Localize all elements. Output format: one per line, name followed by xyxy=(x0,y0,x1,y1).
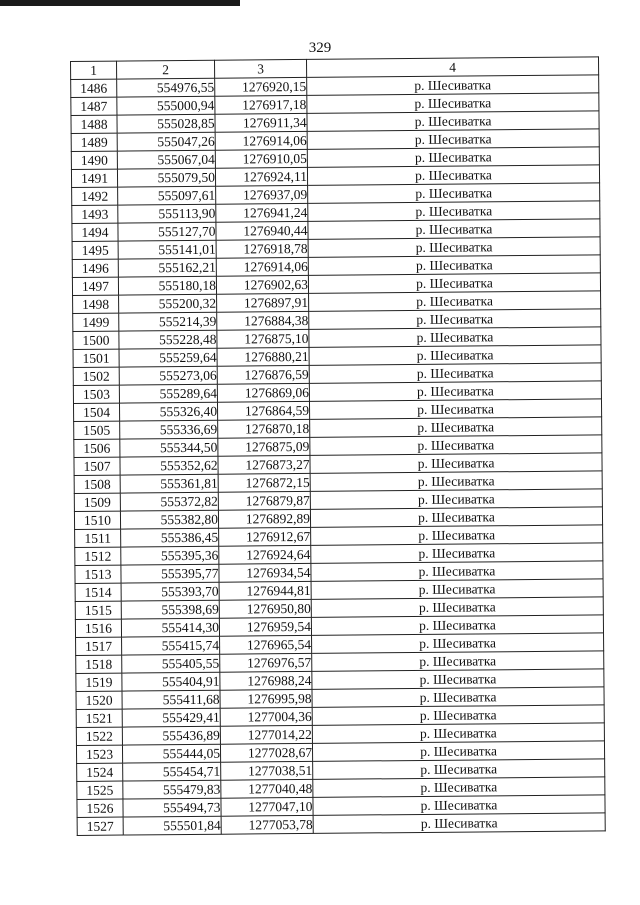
point-number-cell: 1513 xyxy=(75,565,121,583)
point-number-cell: 1507 xyxy=(74,457,120,475)
x-coordinate-cell: 555404,91 xyxy=(122,672,220,691)
object-name-cell: р. Шесиватка xyxy=(310,507,602,528)
object-name-cell: р. Шесиватка xyxy=(310,453,602,474)
point-number-cell: 1526 xyxy=(77,799,123,817)
x-coordinate-cell: 555289,64 xyxy=(119,384,217,403)
x-coordinate-cell: 555494,73 xyxy=(123,798,221,817)
object-name-cell: р. Шесиватка xyxy=(308,201,600,222)
point-number-cell: 1527 xyxy=(77,817,123,835)
x-coordinate-cell: 555415,74 xyxy=(122,636,220,655)
y-coordinate-cell: 1276897,91 xyxy=(217,293,309,312)
x-coordinate-cell: 555214,39 xyxy=(119,312,217,331)
object-name-cell: р. Шесиватка xyxy=(309,399,601,420)
point-number-cell: 1487 xyxy=(71,97,117,115)
y-coordinate-cell: 1277047,10 xyxy=(221,797,313,816)
point-number-cell: 1512 xyxy=(75,547,121,565)
x-coordinate-cell: 555405,55 xyxy=(122,654,220,673)
y-coordinate-cell: 1276873,27 xyxy=(218,455,310,474)
y-coordinate-cell: 1276870,18 xyxy=(218,419,310,438)
object-name-cell: р. Шесиватка xyxy=(310,471,602,492)
y-coordinate-cell: 1276869,06 xyxy=(217,383,309,402)
y-coordinate-cell: 1276911,34 xyxy=(215,113,307,132)
point-number-cell: 1504 xyxy=(73,403,119,421)
object-name-cell: р. Шесиватка xyxy=(312,651,604,672)
point-number-cell: 1505 xyxy=(74,421,120,439)
object-name-cell: р. Шесиватка xyxy=(307,111,599,132)
object-name-cell: р. Шесиватка xyxy=(312,633,604,654)
y-coordinate-cell: 1276876,59 xyxy=(217,365,309,384)
point-number-cell: 1497 xyxy=(72,277,118,295)
point-number-cell: 1506 xyxy=(74,439,120,457)
x-coordinate-cell: 555352,62 xyxy=(120,456,218,475)
column-header-2: 2 xyxy=(117,60,215,79)
object-name-cell: р. Шесиватка xyxy=(311,561,603,582)
point-number-cell: 1503 xyxy=(73,385,119,403)
object-name-cell: р. Шесиватка xyxy=(308,219,600,240)
x-coordinate-cell: 555411,68 xyxy=(122,690,220,709)
x-coordinate-cell: 555067,04 xyxy=(117,150,215,169)
x-coordinate-cell: 555180,18 xyxy=(118,276,216,295)
x-coordinate-cell: 555386,45 xyxy=(121,528,219,547)
x-coordinate-cell: 555336,69 xyxy=(120,420,218,439)
x-coordinate-cell: 555393,70 xyxy=(121,582,219,601)
object-name-cell: р. Шесиватка xyxy=(311,579,603,600)
table-row xyxy=(77,813,605,836)
point-number-cell: 1521 xyxy=(76,709,122,727)
y-coordinate-cell: 1276944,81 xyxy=(219,581,311,600)
object-name-cell: р. Шесиватка xyxy=(307,129,599,150)
x-coordinate-cell: 555028,85 xyxy=(117,114,215,133)
point-number-cell: 1511 xyxy=(75,529,121,547)
object-name-cell: р. Шесиватка xyxy=(309,291,601,312)
object-name-cell: р. Шесиватка xyxy=(308,237,600,258)
point-number-cell: 1495 xyxy=(72,241,118,259)
x-coordinate-cell: 555141,01 xyxy=(118,240,216,259)
x-coordinate-cell: 555395,77 xyxy=(121,564,219,583)
point-number-cell: 1486 xyxy=(71,79,117,97)
object-name-cell: р. Шесиватка xyxy=(312,669,604,690)
x-coordinate-cell: 555228,48 xyxy=(119,330,217,349)
point-number-cell: 1518 xyxy=(76,655,122,673)
object-name-cell: р. Шесиватка xyxy=(311,525,603,546)
object-name-cell: р. Шесиватка xyxy=(313,813,605,834)
x-coordinate-cell: 555372,82 xyxy=(120,492,218,511)
point-number-cell: 1501 xyxy=(73,349,119,367)
x-coordinate-cell: 555113,90 xyxy=(118,204,216,223)
x-coordinate-cell: 555501,84 xyxy=(123,816,221,835)
x-coordinate-cell: 555200,32 xyxy=(119,294,217,313)
x-coordinate-cell: 555361,81 xyxy=(120,474,218,493)
x-coordinate-cell: 555273,06 xyxy=(119,366,217,385)
table-body xyxy=(71,75,606,836)
point-number-cell: 1519 xyxy=(76,673,122,691)
x-coordinate-cell: 555079,50 xyxy=(117,168,215,187)
column-header-4: 4 xyxy=(306,57,598,78)
y-coordinate-cell: 1277028,67 xyxy=(220,743,312,762)
y-coordinate-cell: 1276875,09 xyxy=(218,437,310,456)
x-coordinate-cell: 555479,83 xyxy=(123,780,221,799)
y-coordinate-cell: 1276884,38 xyxy=(217,311,309,330)
y-coordinate-cell: 1276879,87 xyxy=(218,491,310,510)
y-coordinate-cell: 1276872,15 xyxy=(218,473,310,492)
y-coordinate-cell: 1276937,09 xyxy=(216,185,308,204)
object-name-cell: р. Шесиватка xyxy=(312,723,604,744)
point-number-cell: 1494 xyxy=(72,223,118,241)
y-coordinate-cell: 1277014,22 xyxy=(220,725,312,744)
y-coordinate-cell: 1276917,18 xyxy=(215,95,307,114)
y-coordinate-cell: 1276920,15 xyxy=(215,77,307,96)
x-coordinate-cell: 555000,94 xyxy=(117,96,215,115)
y-coordinate-cell: 1276988,24 xyxy=(220,671,312,690)
page-number: 329 xyxy=(308,40,332,56)
point-number-cell: 1493 xyxy=(72,205,118,223)
x-coordinate-cell: 555454,71 xyxy=(123,762,221,781)
object-name-cell: р. Шесиватка xyxy=(310,435,602,456)
x-coordinate-cell: 554976,55 xyxy=(117,78,215,97)
object-name-cell: р. Шесиватка xyxy=(307,93,599,114)
y-coordinate-cell: 1276924,64 xyxy=(219,545,311,564)
object-name-cell: р. Шесиватка xyxy=(309,381,601,402)
y-coordinate-cell: 1276976,57 xyxy=(220,653,312,672)
y-coordinate-cell: 1276950,80 xyxy=(219,599,311,618)
x-coordinate-cell: 555326,40 xyxy=(119,402,217,421)
x-coordinate-cell: 555398,69 xyxy=(121,600,219,619)
x-coordinate-cell: 555097,61 xyxy=(118,186,216,205)
point-number-cell: 1489 xyxy=(71,133,117,151)
y-coordinate-cell: 1276941,24 xyxy=(216,203,308,222)
object-name-cell: р. Шесиватка xyxy=(312,687,604,708)
point-number-cell: 1523 xyxy=(76,745,122,763)
y-coordinate-cell: 1277040,48 xyxy=(221,779,313,798)
point-number-cell: 1514 xyxy=(75,583,121,601)
object-name-cell: р. Шесиватка xyxy=(310,489,602,510)
object-name-cell: р. Шесиватка xyxy=(307,147,599,168)
point-number-cell: 1508 xyxy=(74,475,120,493)
object-name-cell: р. Шесиватка xyxy=(311,543,603,564)
point-number-cell: 1522 xyxy=(76,727,122,745)
x-coordinate-cell: 555436,89 xyxy=(122,726,220,745)
x-coordinate-cell: 555444,05 xyxy=(122,744,220,763)
y-coordinate-cell: 1276934,54 xyxy=(219,563,311,582)
point-number-cell: 1490 xyxy=(71,151,117,169)
y-coordinate-cell: 1277053,78 xyxy=(221,815,313,834)
column-header-1: 1 xyxy=(71,61,117,79)
point-number-cell: 1509 xyxy=(74,493,120,511)
point-number-cell: 1510 xyxy=(74,511,120,529)
object-name-cell: р. Шесиватка xyxy=(309,345,601,366)
column-header-3: 3 xyxy=(214,59,306,78)
x-coordinate-cell: 555395,36 xyxy=(121,546,219,565)
point-number-cell: 1500 xyxy=(73,331,119,349)
y-coordinate-cell: 1276918,78 xyxy=(216,239,308,258)
point-number-cell: 1515 xyxy=(75,601,121,619)
object-name-cell: р. Шесиватка xyxy=(312,741,604,762)
x-coordinate-cell: 555414,30 xyxy=(121,618,219,637)
object-name-cell: р. Шесиватка xyxy=(311,597,603,618)
y-coordinate-cell: 1276965,54 xyxy=(220,635,312,654)
y-coordinate-cell: 1276940,44 xyxy=(216,221,308,240)
object-name-cell: р. Шесиватка xyxy=(308,183,600,204)
x-coordinate-cell: 555162,21 xyxy=(118,258,216,277)
y-coordinate-cell: 1276864,59 xyxy=(217,401,309,420)
coordinates-table xyxy=(70,56,606,836)
y-coordinate-cell: 1276892,89 xyxy=(218,509,310,528)
point-number-cell: 1502 xyxy=(73,367,119,385)
object-name-cell: р. Шесиватка xyxy=(307,75,599,96)
y-coordinate-cell: 1276875,10 xyxy=(217,329,309,348)
object-name-cell: р. Шесиватка xyxy=(309,363,601,384)
point-number-cell: 1492 xyxy=(72,187,118,205)
object-name-cell: р. Шесиватка xyxy=(308,273,600,294)
point-number-cell: 1499 xyxy=(73,313,119,331)
x-coordinate-cell: 555429,41 xyxy=(122,708,220,727)
point-number-cell: 1498 xyxy=(73,295,119,313)
object-name-cell: р. Шесиватка xyxy=(312,705,604,726)
object-name-cell: р. Шесиватка xyxy=(313,759,605,780)
point-number-cell: 1496 xyxy=(72,259,118,277)
x-coordinate-cell: 555259,64 xyxy=(119,348,217,367)
point-number-cell: 1488 xyxy=(71,115,117,133)
object-name-cell: р. Шесиватка xyxy=(311,615,603,636)
x-coordinate-cell: 555127,70 xyxy=(118,222,216,241)
point-number-cell: 1524 xyxy=(77,763,123,781)
x-coordinate-cell: 555344,50 xyxy=(120,438,218,457)
y-coordinate-cell: 1277004,36 xyxy=(220,707,312,726)
object-name-cell: р. Шесиватка xyxy=(310,417,602,438)
point-number-cell: 1517 xyxy=(76,637,122,655)
x-coordinate-cell: 555047,26 xyxy=(117,132,215,151)
y-coordinate-cell: 1276914,06 xyxy=(216,257,308,276)
y-coordinate-cell: 1276880,21 xyxy=(217,347,309,366)
y-coordinate-cell: 1276914,06 xyxy=(215,131,307,150)
scan-edge-mark xyxy=(0,0,240,6)
object-name-cell: р. Шесиватка xyxy=(308,255,600,276)
point-number-cell: 1520 xyxy=(76,691,122,709)
point-number-cell: 1525 xyxy=(77,781,123,799)
point-number-cell: 1491 xyxy=(71,169,117,187)
y-coordinate-cell: 1277038,51 xyxy=(221,761,313,780)
y-coordinate-cell: 1276924,11 xyxy=(215,167,307,186)
object-name-cell: р. Шесиватка xyxy=(307,165,599,186)
x-coordinate-cell: 555382,80 xyxy=(120,510,218,529)
y-coordinate-cell: 1276995,98 xyxy=(220,689,312,708)
object-name-cell: р. Шесиватка xyxy=(313,777,605,798)
y-coordinate-cell: 1276902,63 xyxy=(216,275,308,294)
object-name-cell: р. Шесиватка xyxy=(313,795,605,816)
y-coordinate-cell: 1276912,67 xyxy=(219,527,311,546)
y-coordinate-cell: 1276959,54 xyxy=(219,617,311,636)
y-coordinate-cell: 1276910,05 xyxy=(215,149,307,168)
object-name-cell: р. Шесиватка xyxy=(309,309,601,330)
object-name-cell: р. Шесиватка xyxy=(309,327,601,348)
point-number-cell: 1516 xyxy=(75,619,121,637)
